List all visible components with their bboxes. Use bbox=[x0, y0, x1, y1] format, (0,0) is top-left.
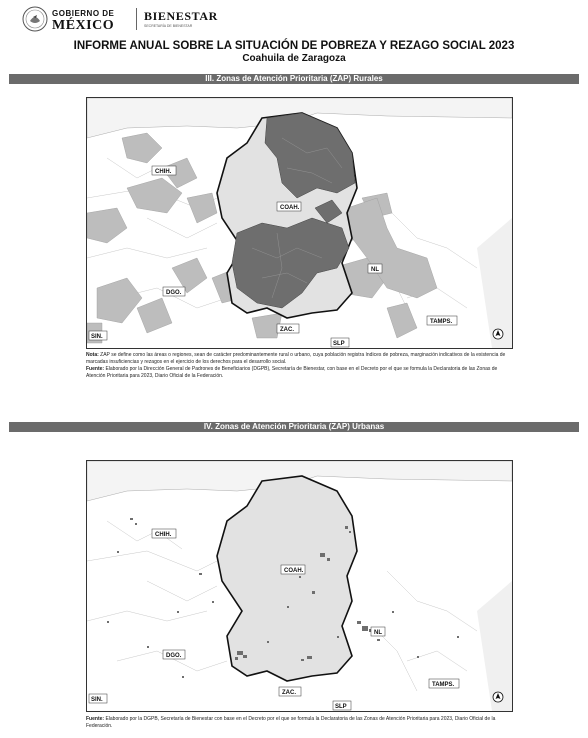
north-arrow-icon bbox=[493, 692, 503, 702]
coahuila-state bbox=[217, 476, 357, 681]
label-dgo: DGO. bbox=[166, 653, 182, 659]
gob-line2: MÉXICO bbox=[52, 18, 115, 33]
rural-notes bbox=[86, 352, 506, 380]
state-name: Coahuila de Zaragoza bbox=[242, 53, 346, 64]
rural-source: Fuente: Elaborado por la Dirección General de Padrones de Beneficiarios (DGPB), Secretaría de Bienestar, con base en el Decreto por el que se formula la Declaratoria de las Zonas de Atención Prioritaria para 2023, Diario Oficial de la Federación. bbox=[86, 366, 498, 379]
urban-zap-map bbox=[86, 460, 513, 712]
label-sin: SIN. bbox=[91, 334, 103, 340]
label-coah: COAH. bbox=[280, 205, 300, 211]
gobierno-de-mexico-logo bbox=[22, 6, 132, 34]
urban-map-svg bbox=[87, 461, 512, 711]
gulf-water bbox=[477, 218, 512, 348]
label-tamps: TAMPS. bbox=[432, 682, 455, 688]
label-coah: COAH. bbox=[284, 568, 304, 574]
label-chih: CHIH. bbox=[155, 169, 172, 175]
section-urban-heading: IV. Zonas de Atención Prioritaria (ZAP) Urbanas bbox=[9, 422, 579, 432]
label-zac: ZAC. bbox=[282, 690, 296, 696]
gulf-water bbox=[477, 581, 512, 711]
report-title: INFORME ANUAL SOBRE LA SITUACIÓN DE POBREZA Y REZAGO SOCIAL 2023 bbox=[73, 40, 515, 52]
bienestar-logo: BIENESTAR bbox=[144, 9, 218, 23]
label-slp: SLP bbox=[335, 704, 347, 710]
gob-line1: GOBIERNO DE bbox=[52, 9, 115, 18]
logo-divider bbox=[136, 8, 137, 30]
bienestar-sub: SECRETARÍA DE BIENESTAR bbox=[144, 24, 193, 28]
label-sin: SIN. bbox=[91, 697, 103, 703]
label-tamps: TAMPS. bbox=[430, 319, 453, 325]
label-zac: ZAC. bbox=[280, 327, 294, 333]
rural-note: Nota: ZAP se define como las áreas o regiones, sean de carácter predominantemente rural o urbano, cuya población registra índices de pobreza, marginación indicativos de la existencia de marcadas insuficiencias y rezagos en el ejercicio de los derechos para el desarrollo social. bbox=[86, 352, 506, 365]
gov-seal-icon bbox=[22, 6, 48, 32]
rural-map-svg bbox=[87, 98, 512, 348]
urban-notes bbox=[86, 716, 506, 730]
label-chih: CHIH. bbox=[155, 532, 172, 538]
section-rural-heading: III. Zonas de Atención Prioritaria (ZAP) Rurales bbox=[9, 74, 579, 84]
urban-source: Fuente: Elaborado por la DGPB, Secretaría de Bienestar con base en el Decreto por el que se formula la Declaratoria de las Zonas de Atención Prioritaria para 2023, Diario Oficial de la Federación. bbox=[86, 716, 496, 729]
label-dgo: DGO. bbox=[166, 290, 182, 296]
north-arrow-icon bbox=[493, 329, 503, 339]
rural-zap-map bbox=[86, 97, 513, 349]
label-nl: NL bbox=[374, 630, 382, 636]
label-slp: SLP bbox=[333, 341, 345, 347]
label-nl: NL bbox=[371, 267, 379, 273]
